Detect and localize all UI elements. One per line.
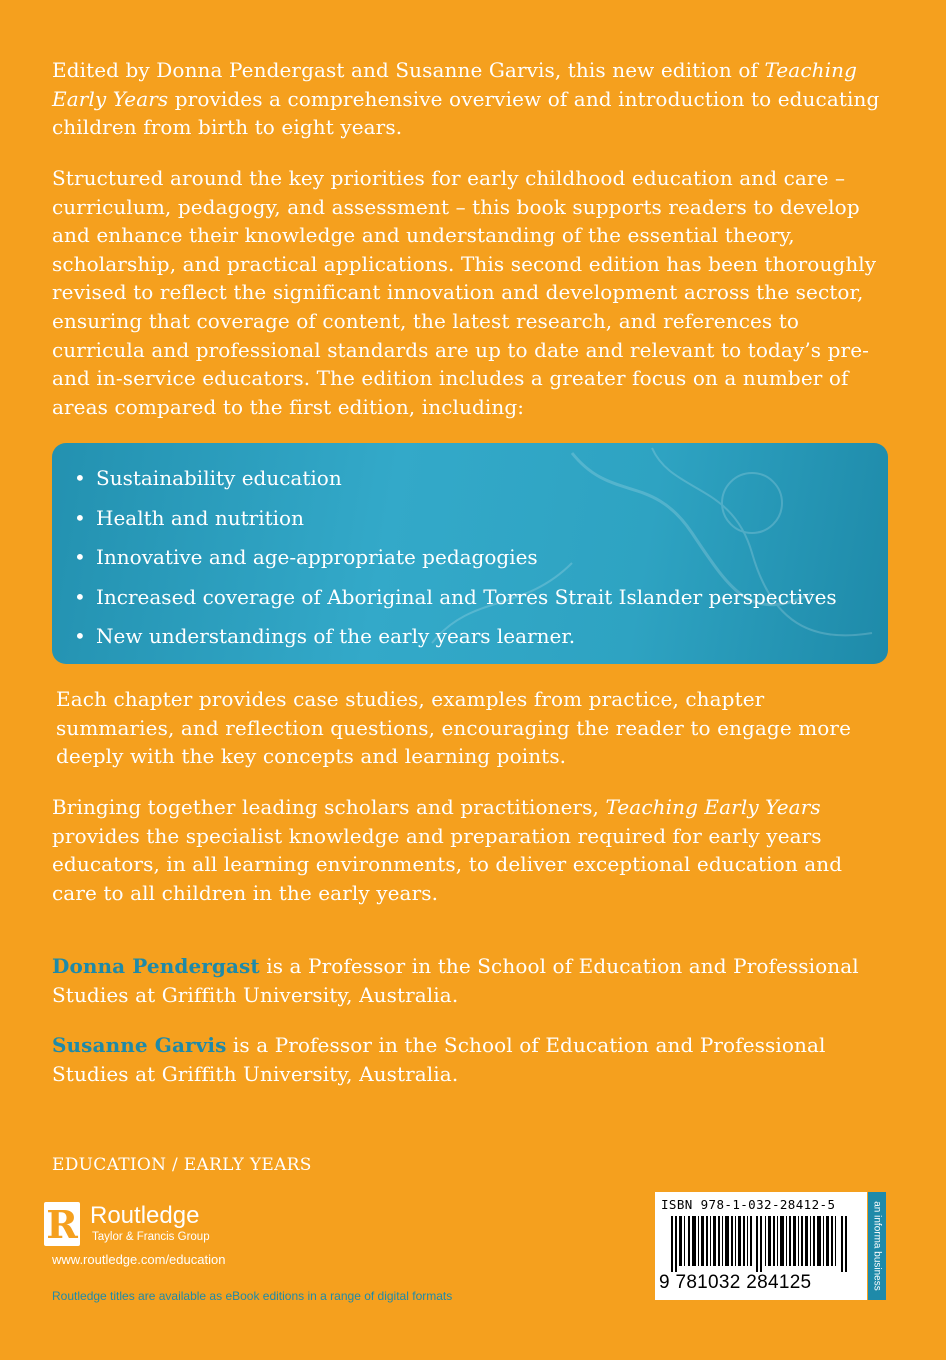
list-item-text: Innovative and age-appropriate pedagogies [96,545,538,570]
publisher-group: Taylor & Francis Group [92,1231,210,1243]
list-item-text: Sustainability education [96,466,342,490]
list-item [74,538,837,578]
editor-name: Susanne Garvis [52,1033,227,1057]
bullet-icon: • [74,545,86,570]
svg-text:R: R [46,1202,78,1247]
editor-bio-text: is a Professor in the School of Education and Professional Studies at Griffith University, Australia. [52,1033,826,1086]
barcode-bars [661,1216,861,1272]
intro-paragraph [52,56,892,142]
features-text: Each chapter provides case studies, examples from practice, chapter summaries, and reflection questions, encouraging the reader to engage more deeply with the key concepts and learning points. [56,687,852,769]
ebook-note: Routledge titles are available as eBook editions in a range of digital formats [52,1289,453,1303]
list-item-text: New understandings of the early years learner. [96,624,576,649]
list-item-text: Health and nutrition [96,505,304,530]
subject-category: EDUCATION / EARLY YEARS [52,1155,312,1175]
informa-strip [868,1192,886,1300]
editor-bio-text: is a Professor in the School of Education and Professional Studies at Griffith University, Australia. [52,954,859,1007]
publisher-url[interactable]: www.routledge.com/education [52,1252,226,1267]
structure-paragraph [52,164,892,421]
focus-list [74,459,837,657]
list-item [74,578,837,618]
closing-text-b: provides the specialist knowledge and preparation required for early years educators, in all learning environments, to deliver exceptional education and care to all children in the early years. [52,823,843,905]
isbn-label: ISBN 978-1-032-28412-5 [661,1197,836,1212]
publisher-name: Routledge [90,1202,200,1229]
bullet-icon: • [74,466,86,490]
bullet-icon: • [74,584,86,609]
intro-text-a: Edited by Donna Pendergast and Susanne Garvis, this new edition of [52,58,765,82]
bullet-icon: • [74,624,86,649]
bullet-icon: • [74,505,86,530]
intro-text-b: provides a comprehensive overview of and introduction to educating children from birth to eight years. [52,86,880,140]
book-title: Teaching Early Years [605,795,821,819]
ean-digits: 9 781032 284125 [659,1272,812,1293]
editor-name: Donna Pendergast [52,954,260,978]
informa-label: an informa business [871,1201,883,1291]
list-item [74,499,837,539]
barcode [655,1192,867,1300]
closing-text-a: Bringing together leading scholars and practitioners, [52,795,606,819]
features-paragraph [56,685,876,771]
list-item [74,617,837,657]
routledge-r-icon [38,1198,88,1256]
book-title: Teaching Early Years [52,58,857,111]
focus-panel [52,443,888,664]
closing-paragraph [52,793,892,907]
editor-bio [52,952,892,1009]
structure-text: Structured around the key priorities for early childhood education and care – curriculum, pedagogy, and assessment – this book supports readers to develop and enhance their knowledge and understanding of the essential theory, scholarship, and practical applications. This second edition has been thoroughly revised to reflect the significant innovation and development across the sector, ensuring that coverage of content, the latest research, and references to curricula and professional standards are up to date and relevant to today’s pre- and in-service educators. The edition includes a greater focus on a number of areas compared to the first edition, including: [52,166,877,419]
editor-bio [52,1031,892,1088]
list-item [74,459,837,499]
list-item-text: Increased coverage of Aboriginal and Torres Strait Islander perspectives [96,584,837,609]
